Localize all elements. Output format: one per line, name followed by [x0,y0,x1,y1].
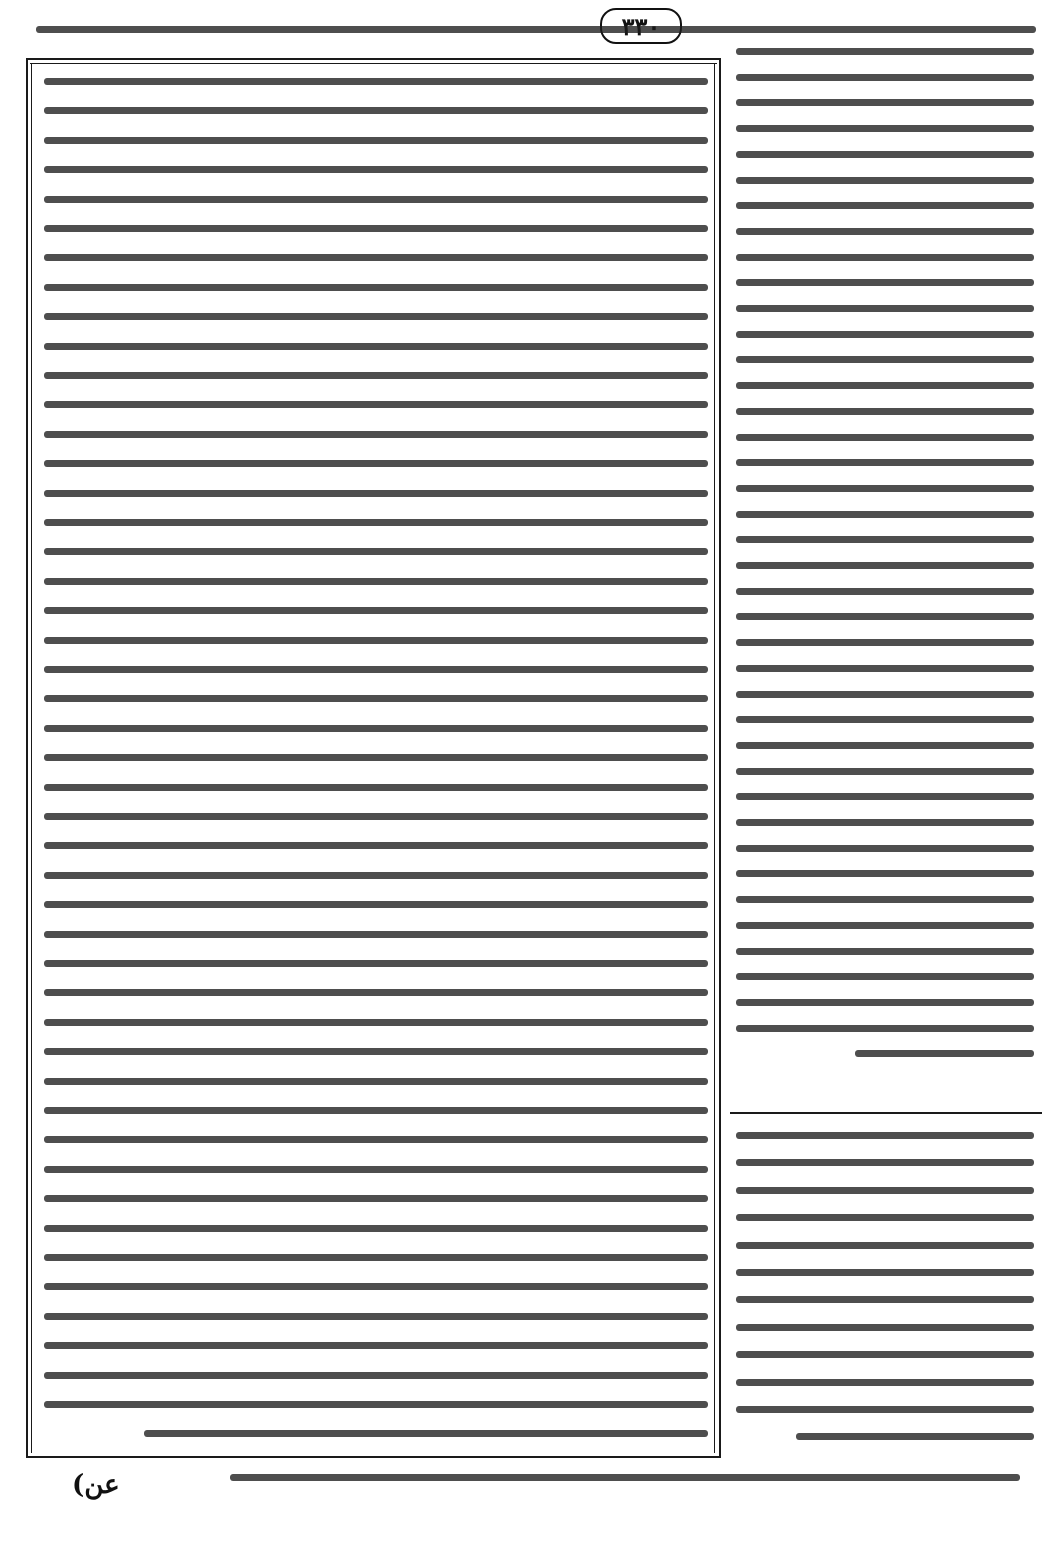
margin-line [736,1132,1034,1139]
footer-line [230,1474,1020,1481]
commentary-line [44,607,708,614]
commentary-line [44,813,708,820]
commentary-line [44,989,708,996]
margin-line [736,511,1034,518]
margin-line [736,536,1034,543]
margin-line [736,1296,1034,1303]
commentary-line [44,754,708,761]
margin-line [736,48,1034,55]
margin-line [736,485,1034,492]
commentary-line [44,960,708,967]
margin-line [736,1025,1034,1032]
margin-line [736,1214,1034,1221]
commentary-line [44,578,708,585]
commentary-box-left-border-inner [31,63,32,1453]
commentary-line [44,1166,708,1173]
margin-line [736,459,1034,466]
commentary-line [44,1078,708,1085]
margin-line [736,1406,1034,1413]
margin-line [736,1324,1034,1331]
margin-line [736,999,1034,1006]
margin-line [736,279,1034,286]
margin-line [736,202,1034,209]
commentary-line [44,695,708,702]
margin-line [736,125,1034,132]
margin-line [736,870,1034,877]
margin-line [736,356,1034,363]
commentary-line [44,637,708,644]
margin-line [736,408,1034,415]
commentary-line [44,548,708,555]
commentary-line [44,254,708,261]
margin-line [736,613,1034,620]
commentary-line [44,107,708,114]
margin-section-divider [730,1112,1042,1114]
commentary-line [144,1430,708,1437]
commentary-box-left-border [26,58,28,1458]
commentary-line [44,460,708,467]
margin-line [736,665,1034,672]
margin-line [736,922,1034,929]
margin-line [736,691,1034,698]
margin-line [736,177,1034,184]
commentary-line [44,872,708,879]
margin-line [736,151,1034,158]
commentary-line [44,1225,708,1232]
commentary-line [44,225,708,232]
commentary-box-bottom-border [26,1456,721,1458]
commentary-line [44,1342,708,1349]
margin-line [736,1351,1034,1358]
commentary-line [44,931,708,938]
commentary-line [44,490,708,497]
commentary-line [44,1019,708,1026]
margin-line [736,819,1034,826]
commentary-line [44,784,708,791]
margin-line [736,305,1034,312]
margin-line [736,1187,1034,1194]
commentary-line [44,137,708,144]
commentary-line [44,1048,708,1055]
commentary-line [44,1372,708,1379]
margin-line [736,896,1034,903]
header-line [36,26,1036,33]
commentary-box-right-border [719,58,721,1458]
commentary-box-top-border [26,58,721,60]
commentary-line [44,401,708,408]
margin-line [736,716,1034,723]
commentary-line [44,166,708,173]
commentary-line [44,1136,708,1143]
margin-line [736,588,1034,595]
catchword: (عن [72,1470,120,1500]
commentary-box-right-border-inner [714,63,715,1453]
commentary-line [44,284,708,291]
margin-line [736,74,1034,81]
margin-line [736,1269,1034,1276]
margin-line [736,639,1034,646]
margin-line [736,1379,1034,1386]
commentary-line [44,519,708,526]
margin-line [736,99,1034,106]
commentary-line [44,1401,708,1408]
commentary-line [44,1313,708,1320]
margin-line [736,1159,1034,1166]
commentary-line [44,343,708,350]
commentary-line [44,666,708,673]
margin-line [736,382,1034,389]
commentary-line [44,1283,708,1290]
margin-line [796,1433,1034,1440]
commentary-line [44,313,708,320]
commentary-line [44,725,708,732]
commentary-line [44,842,708,849]
margin-line [736,228,1034,235]
margin-line [736,562,1034,569]
margin-line [736,973,1034,980]
commentary-box-top-border-inner [30,63,717,64]
margin-line [736,254,1034,261]
margin-line [736,331,1034,338]
commentary-line [44,1107,708,1114]
margin-line [736,948,1034,955]
commentary-line [44,1195,708,1202]
commentary-line [44,372,708,379]
commentary-line [44,1254,708,1261]
margin-line [736,768,1034,775]
margin-line [736,793,1034,800]
commentary-line [44,196,708,203]
commentary-line [44,431,708,438]
margin-line [736,845,1034,852]
margin-line [736,434,1034,441]
commentary-line [44,901,708,908]
commentary-line [44,78,708,85]
margin-line [855,1050,1034,1057]
margin-line [736,1242,1034,1249]
margin-line [736,742,1034,749]
